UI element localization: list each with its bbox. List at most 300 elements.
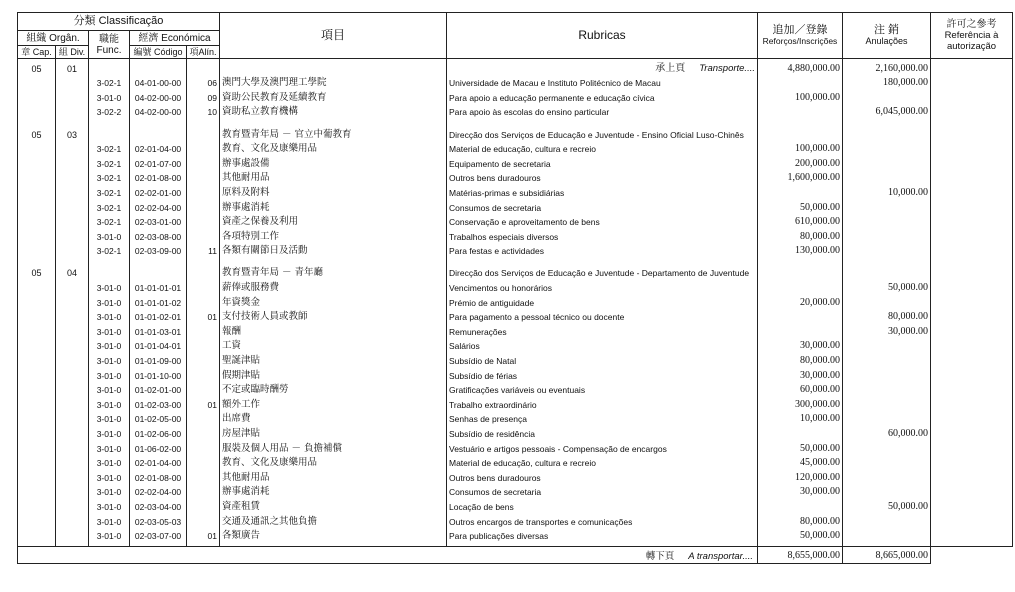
alinea-cell: 10 [187, 105, 220, 120]
referencia-cell [931, 383, 1013, 398]
codigo-cell: 02-01-04-00 [130, 456, 187, 471]
empty-cell [220, 120, 447, 128]
funcional-cell: 3-01-0 [89, 368, 130, 383]
rubrica-cell: Para festas e actividades [447, 244, 758, 259]
capitulo-cell [18, 156, 56, 171]
referencia-cell [931, 281, 1013, 296]
funcional-cell: 3-02-1 [89, 200, 130, 215]
capitulo-cell [18, 215, 56, 230]
empty-cell [187, 120, 220, 128]
carry-over-row [18, 547, 1013, 564]
divisao-cell [56, 412, 89, 427]
divisao-cell [56, 470, 89, 485]
rubrica-cell: Direcção dos Serviços de Educação e Juventude - Ensino Oficial Luso-Chinês [447, 127, 758, 142]
item-cell: 辦事處消耗 [220, 485, 447, 500]
referencia-cell [931, 156, 1013, 171]
capitulo-cell [18, 441, 56, 456]
rubrica-cell: Material de educação, cultura e recreio [447, 456, 758, 471]
rubrica-cell [447, 59, 758, 77]
item-cell: 辦事處設備 [220, 156, 447, 171]
capitulo-cell [18, 427, 56, 442]
capitulo-cell: 05 [18, 127, 56, 142]
funcional-cell: 3-01-0 [89, 325, 130, 340]
anulacoes-cell [843, 229, 931, 244]
item-cell: 房屋津貼 [220, 427, 447, 442]
capitulo-cell [18, 171, 56, 186]
divisao-cell [56, 295, 89, 310]
alinea-cell [187, 427, 220, 442]
funcional-cell [89, 127, 130, 142]
anulacoes-cell [843, 171, 931, 186]
anulacoes-cell [843, 456, 931, 471]
funcional-cell: 3-01-0 [89, 383, 130, 398]
capitulo-cell [18, 325, 56, 340]
table-row [18, 215, 1013, 230]
capitulo-cell [18, 76, 56, 91]
item-cell: 資助公民教育及延續教育 [220, 91, 447, 106]
carried-forward-reforcos: 4,880,000.00 [758, 59, 843, 77]
alinea-cell [187, 456, 220, 471]
capitulo-header: 章 Cap. [18, 46, 56, 59]
rubrica-cell: Consumos de secretaria [447, 200, 758, 215]
capitulo-cell [18, 470, 56, 485]
referencia-cell [931, 456, 1013, 471]
table-row [18, 142, 1013, 157]
alinea-cell [187, 383, 220, 398]
capitulo-cell [18, 529, 56, 544]
funcional-cell: 3-02-1 [89, 171, 130, 186]
reforcos-cell: 1,600,000.00 [758, 171, 843, 186]
rubricas-header: Rubricas [447, 13, 758, 59]
table-row [18, 91, 1013, 106]
rubrica-cell: Equipamento de secretaria [447, 156, 758, 171]
table-row [18, 412, 1013, 427]
item-cell: 資產之保養及利用 [220, 215, 447, 230]
funcional-cell: 3-02-1 [89, 215, 130, 230]
codigo-cell: 04-02-00-00 [130, 105, 187, 120]
divisao-cell [56, 368, 89, 383]
funcional-cell [89, 59, 130, 77]
reforcos-cell [758, 105, 843, 120]
codigo-cell: 04-01-00-00 [130, 76, 187, 91]
capitulo-cell [18, 229, 56, 244]
alinea-cell [187, 215, 220, 230]
capitulo-cell [18, 142, 56, 157]
rubrica-cell: Trabalhos especiais diversos [447, 229, 758, 244]
item-cell: 各類廣告 [220, 529, 447, 544]
anulacoes-cell [843, 200, 931, 215]
capitulo-cell [18, 310, 56, 325]
alinea-cell [187, 339, 220, 354]
referencia-cell [931, 186, 1013, 201]
referencia-cell [931, 59, 1013, 77]
codigo-cell: 02-03-07-00 [130, 529, 187, 544]
referencia-cell [931, 470, 1013, 485]
reforcos-cell [758, 500, 843, 515]
codigo-cell: 02-02-04-00 [130, 200, 187, 215]
item-cell: 支付技術人員或教師 [220, 310, 447, 325]
capitulo-cell [18, 500, 56, 515]
divisao-cell [56, 215, 89, 230]
codigo-cell: 01-01-02-01 [130, 310, 187, 325]
anulacoes-cell [843, 397, 931, 412]
funcional-cell: 3-01-0 [89, 485, 130, 500]
item-cell: 假期津貼 [220, 368, 447, 383]
referencia-header [931, 13, 1013, 59]
codigo-cell [130, 266, 187, 281]
divisao-cell [56, 529, 89, 544]
anulacoes-cell [843, 339, 931, 354]
referencia-cell [931, 127, 1013, 142]
referencia-cell [931, 412, 1013, 427]
divisao-cell [56, 171, 89, 186]
carry-over-label [18, 547, 758, 564]
codigo-cell: 02-02-01-00 [130, 186, 187, 201]
item-cell: 不定或臨時酬勞 [220, 383, 447, 398]
empty-cell [130, 259, 187, 267]
carry-over-reforcos: 8,655,000.00 [758, 547, 843, 564]
carry-over-pt: A transportar.... [688, 551, 753, 563]
codigo-cell: 02-02-04-00 [130, 485, 187, 500]
alinea-cell: 01 [187, 529, 220, 544]
reforcos-header-zh: 追加／登錄 [772, 23, 828, 36]
classification-header: 分類 Classificação [18, 13, 220, 31]
capitulo-cell [18, 244, 56, 259]
empty-cell [843, 259, 931, 267]
divisao-cell [56, 456, 89, 471]
rubrica-cell: Trabalho extraordinário [447, 397, 758, 412]
capitulo-cell [18, 295, 56, 310]
funcional-cell: 3-01-0 [89, 91, 130, 106]
empty-cell [758, 120, 843, 128]
referencia-cell [931, 397, 1013, 412]
codigo-cell: 01-01-09-00 [130, 354, 187, 369]
reforcos-header-pt: Reforços/Inscrições [762, 35, 838, 46]
capitulo-cell [18, 200, 56, 215]
divisao-cell [56, 142, 89, 157]
item-cell: 額外工作 [220, 397, 447, 412]
referencia-cell [931, 310, 1013, 325]
empty-cell [89, 259, 130, 267]
anulacoes-cell [843, 354, 931, 369]
anulacoes-cell [843, 470, 931, 485]
table-body [18, 59, 1013, 547]
funcional-cell: 3-01-0 [89, 354, 130, 369]
item-cell: 資助私立教育機構 [220, 105, 447, 120]
reforcos-header [758, 13, 843, 59]
table-row [18, 470, 1013, 485]
referencia-cell [931, 427, 1013, 442]
reforcos-cell [758, 76, 843, 91]
divisao-header: 組 Div. [56, 46, 89, 59]
rubrica-cell: Conservação e aproveitamento de bens [447, 215, 758, 230]
reforcos-cell: 200,000.00 [758, 156, 843, 171]
item-cell: 教育暨青年局 － 官立中葡教育 [220, 127, 447, 142]
rubrica-cell: Outros encargos de transportes e comunicações [447, 514, 758, 529]
table-row [18, 156, 1013, 171]
capitulo-cell [18, 485, 56, 500]
empty-cell [89, 120, 130, 128]
alinea-cell [187, 295, 220, 310]
divisao-cell [56, 105, 89, 120]
capitulo-cell [18, 383, 56, 398]
item-cell: 辦事處消耗 [220, 200, 447, 215]
rubrica-cell: Outros bens duradouros [447, 470, 758, 485]
capitulo-cell [18, 354, 56, 369]
alinea-cell [187, 441, 220, 456]
funcional-cell: 3-02-1 [89, 76, 130, 91]
table-row [18, 229, 1013, 244]
alinea-cell: 01 [187, 397, 220, 412]
item-cell: 工資 [220, 339, 447, 354]
table-row [18, 368, 1013, 383]
empty-cell [843, 120, 931, 128]
alinea-cell [187, 127, 220, 142]
alinea-cell [187, 59, 220, 77]
item-header: 項目 [220, 13, 447, 59]
reforcos-cell: 30,000.00 [758, 368, 843, 383]
anulacoes-cell [843, 156, 931, 171]
table-row [18, 281, 1013, 296]
table-row [18, 456, 1013, 471]
capitulo-cell [18, 105, 56, 120]
divisao-cell: 01 [56, 59, 89, 77]
anulacoes-cell: 80,000.00 [843, 310, 931, 325]
codigo-cell: 01-01-01-02 [130, 295, 187, 310]
rubrica-cell: Locação de bens [447, 500, 758, 515]
divisao-cell: 03 [56, 127, 89, 142]
anulacoes-header-pt: Anulações [865, 35, 908, 46]
codigo-cell: 02-01-08-00 [130, 470, 187, 485]
reforcos-cell: 80,000.00 [758, 229, 843, 244]
divisao-cell [56, 229, 89, 244]
rubrica-cell: Universidade de Macau e Instituto Politécnico de Macau [447, 76, 758, 91]
alinea-cell [187, 325, 220, 340]
alinea-cell [187, 171, 220, 186]
alinea-cell [187, 142, 220, 157]
codigo-cell: 02-03-09-00 [130, 244, 187, 259]
divisao-cell [56, 500, 89, 515]
anulacoes-cell [843, 295, 931, 310]
reforcos-cell: 20,000.00 [758, 295, 843, 310]
organica-header: 組織 Orgân. [18, 31, 89, 46]
reforcos-cell: 30,000.00 [758, 485, 843, 500]
rubrica-cell: Vencimentos ou honorários [447, 281, 758, 296]
reforcos-cell [758, 310, 843, 325]
anulacoes-cell: 50,000.00 [843, 500, 931, 515]
codigo-cell: 01-02-01-00 [130, 383, 187, 398]
alinea-cell [187, 229, 220, 244]
table-row [18, 383, 1013, 398]
anulacoes-header-zh: 注 銷 [873, 23, 900, 36]
budget-table [17, 12, 1013, 564]
referencia-cell [931, 514, 1013, 529]
reforcos-cell: 30,000.00 [758, 339, 843, 354]
anulacoes-cell [843, 244, 931, 259]
referencia-cell [931, 142, 1013, 157]
anulacoes-cell [843, 368, 931, 383]
table-row [18, 339, 1013, 354]
codigo-cell: 01-06-02-00 [130, 441, 187, 456]
anulacoes-cell: 30,000.00 [843, 325, 931, 340]
referencia-cell [931, 325, 1013, 340]
divisao-cell: 04 [56, 266, 89, 281]
empty-cell [18, 120, 56, 128]
item-cell: 教育、文化及康樂用品 [220, 456, 447, 471]
table-row [18, 295, 1013, 310]
funcional-cell: 3-01-0 [89, 529, 130, 544]
rubrica-cell: Gratificações variáveis ou eventuais [447, 383, 758, 398]
referencia-cell [931, 244, 1013, 259]
referencia-cell [931, 105, 1013, 120]
divisao-cell [56, 514, 89, 529]
item-cell: 服裝及個人用品 － 負擔補償 [220, 441, 447, 456]
divisao-cell [56, 281, 89, 296]
funcional-cell: 3-01-0 [89, 427, 130, 442]
funcional-cell: 3-01-0 [89, 412, 130, 427]
anulacoes-cell: 10,000.00 [843, 186, 931, 201]
alinea-cell [187, 281, 220, 296]
referencia-cell [931, 266, 1013, 281]
anulacoes-cell: 50,000.00 [843, 281, 931, 296]
codigo-cell: 01-01-01-01 [130, 281, 187, 296]
rubrica-cell: Para publicações diversas [447, 529, 758, 544]
capitulo-cell [18, 456, 56, 471]
item-cell: 各類有關節日及活動 [220, 244, 447, 259]
referencia-cell [931, 76, 1013, 91]
capitulo-cell: 05 [18, 266, 56, 281]
anulacoes-cell [843, 412, 931, 427]
item-cell: 澳門大學及澳門理工學院 [220, 76, 447, 91]
funcional-cell: 3-01-0 [89, 281, 130, 296]
funcional-cell: 3-01-0 [89, 456, 130, 471]
reforcos-cell: 50,000.00 [758, 529, 843, 544]
alinea-header: 項Alín. [187, 46, 220, 59]
referencia-cell [931, 200, 1013, 215]
alinea-cell: 06 [187, 76, 220, 91]
anulacoes-cell [843, 441, 931, 456]
referencia-cell [931, 441, 1013, 456]
reforcos-cell [758, 325, 843, 340]
referencia-cell [931, 295, 1013, 310]
capitulo-cell [18, 397, 56, 412]
anulacoes-cell [843, 529, 931, 544]
table-row [18, 76, 1013, 91]
rubrica-cell: Senhas de presença [447, 412, 758, 427]
codigo-cell: 02-03-08-00 [130, 229, 187, 244]
item-cell: 交通及通訊之其他負擔 [220, 514, 447, 529]
anulacoes-cell [843, 485, 931, 500]
empty-cell [447, 120, 758, 128]
capitulo-cell [18, 514, 56, 529]
divisao-cell [56, 485, 89, 500]
funcional-cell: 3-02-1 [89, 156, 130, 171]
item-cell: 報酬 [220, 325, 447, 340]
anulacoes-cell: 180,000.00 [843, 76, 931, 91]
table-row [18, 186, 1013, 201]
alinea-cell [187, 368, 220, 383]
divisao-cell [56, 383, 89, 398]
funcional-cell: 3-01-0 [89, 514, 130, 529]
anulacoes-cell [843, 266, 931, 281]
codigo-cell: 01-02-06-00 [130, 427, 187, 442]
rubrica-cell: Prémio de antiguidade [447, 295, 758, 310]
empty-cell [447, 259, 758, 267]
empty-cell [56, 259, 89, 267]
reforcos-cell: 80,000.00 [758, 354, 843, 369]
reforcos-cell: 10,000.00 [758, 412, 843, 427]
alinea-cell: 01 [187, 310, 220, 325]
section-row [18, 266, 1013, 281]
rubrica-cell: Consumos de secretaria [447, 485, 758, 500]
table-row [18, 171, 1013, 186]
divisao-cell [56, 339, 89, 354]
capitulo-cell [18, 91, 56, 106]
referencia-cell [931, 368, 1013, 383]
referencia-cell [931, 354, 1013, 369]
capitulo-cell [18, 368, 56, 383]
capitulo-cell [18, 339, 56, 354]
codigo-header: 編號 Código [130, 46, 187, 59]
rubrica-cell: Para apoio a educação permanente e educação cívica [447, 91, 758, 106]
reforcos-cell: 100,000.00 [758, 142, 843, 157]
table-row [18, 354, 1013, 369]
codigo-cell [130, 59, 187, 77]
anulacoes-header [843, 13, 931, 59]
codigo-cell: 01-02-03-00 [130, 397, 187, 412]
divisao-cell [56, 91, 89, 106]
alinea-cell: 11 [187, 244, 220, 259]
reforcos-cell: 300,000.00 [758, 397, 843, 412]
funcional-cell: 3-01-0 [89, 229, 130, 244]
funcional-cell: 3-02-1 [89, 142, 130, 157]
rubrica-cell: Subsídio de férias [447, 368, 758, 383]
anulacoes-cell [843, 142, 931, 157]
table-row [18, 441, 1013, 456]
table-row [18, 485, 1013, 500]
item-cell: 其他耐用品 [220, 171, 447, 186]
divisao-cell [56, 200, 89, 215]
anulacoes-cell: 6,045,000.00 [843, 105, 931, 120]
funcional-cell [89, 266, 130, 281]
anulacoes-cell [843, 91, 931, 106]
rubrica-cell: Remunerações [447, 325, 758, 340]
anulacoes-cell [843, 215, 931, 230]
reforcos-cell [758, 427, 843, 442]
table-row [18, 200, 1013, 215]
reforcos-cell: 610,000.00 [758, 215, 843, 230]
table-row [18, 244, 1013, 259]
item-cell: 出席費 [220, 412, 447, 427]
divisao-cell [56, 354, 89, 369]
codigo-cell: 01-01-10-00 [130, 368, 187, 383]
anulacoes-cell [843, 514, 931, 529]
divisao-cell [56, 156, 89, 171]
table-row [18, 397, 1013, 412]
table-row [18, 529, 1013, 544]
referencia-cell [931, 500, 1013, 515]
empty-cell [220, 259, 447, 267]
item-cell: 教育暨青年局 － 青年廳 [220, 266, 447, 281]
rubrica-cell: Para pagamento a pessoal técnico ou docente [447, 310, 758, 325]
alinea-cell: 09 [187, 91, 220, 106]
rubrica-cell: Vestuário e artigos pessoais - Compensação de encargos [447, 441, 758, 456]
reforcos-cell [758, 127, 843, 142]
alinea-cell [187, 470, 220, 485]
reforcos-cell: 50,000.00 [758, 200, 843, 215]
divisao-cell [56, 397, 89, 412]
reforcos-cell [758, 186, 843, 201]
